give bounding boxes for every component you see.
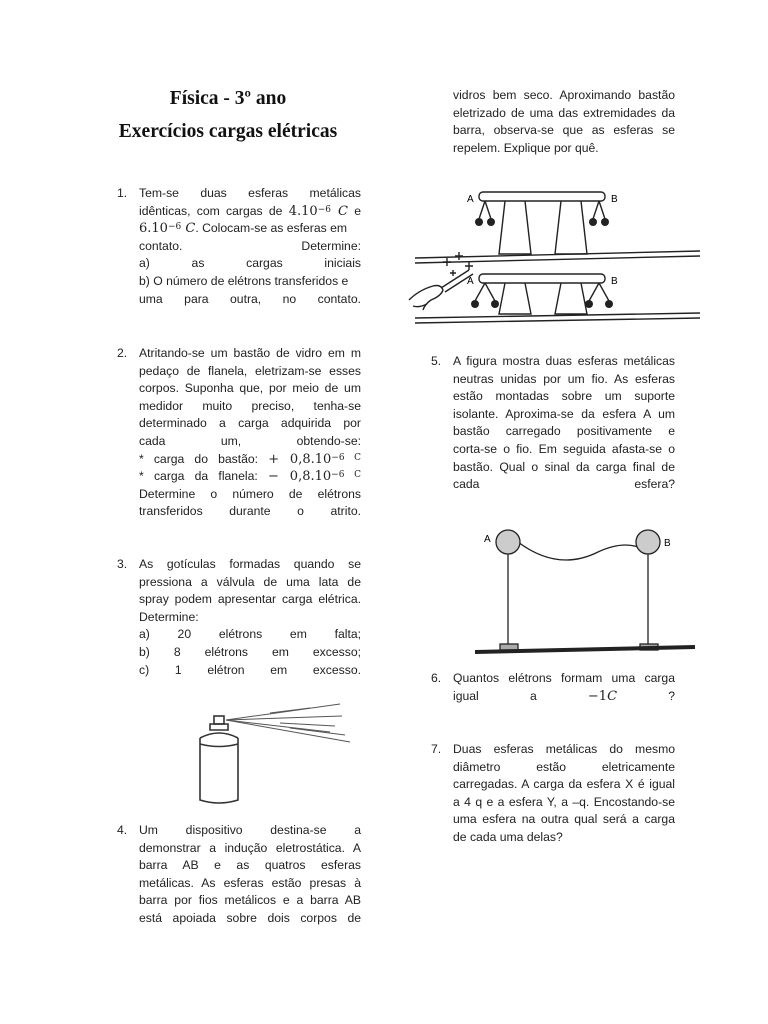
- option-c: c) 1 elétron em excesso.: [139, 662, 361, 677]
- question-line: corpos. Suponha que, por meio de um: [139, 381, 361, 396]
- part-b: b) O número de elétrons transferidos e: [139, 273, 349, 288]
- question-number: 5.: [431, 354, 442, 368]
- question-line: transferidos durante o atrito.: [139, 504, 361, 519]
- question-line: estão montadas sobre um suporte: [453, 389, 675, 404]
- cloth-charge-value: − $0,8.10^{-6 C}$: [267, 469, 361, 485]
- question-line: Determine o número de elétrons: [139, 486, 361, 501]
- spray-can-figure: [190, 698, 355, 808]
- question-line: cada um, obtendo-se:: [139, 433, 361, 448]
- question-line: barra por fios metálicos e a barra AB: [139, 893, 361, 908]
- question-line: Tem-se duas esferas metálicas: [139, 186, 361, 200]
- question-line: de cada uma delas?: [453, 829, 563, 844]
- question-number: 6.: [431, 671, 442, 685]
- question-line: está apoiada sobre dois corpos de: [139, 910, 361, 925]
- question-line: barra, observa-se que as esferas se: [453, 123, 675, 138]
- question-line: carregadas. A carga da esfera X é igual: [453, 777, 675, 792]
- option-b: b) 8 elétrons em excesso;: [139, 644, 361, 659]
- question-number: 2.: [117, 346, 128, 360]
- question-line: cada esfera?: [453, 477, 675, 492]
- question-number: 1.: [117, 186, 128, 200]
- label-a-top: A: [467, 194, 474, 205]
- part-b-cont: uma para outra, no contato.: [139, 291, 361, 306]
- question-number: 3.: [117, 557, 128, 571]
- question-line: neutras unidas por um fio. As esferas: [453, 371, 675, 386]
- question-line: a 4 q e a esfera Y, a –q. Encostando-se: [453, 794, 675, 809]
- label-a: A: [484, 534, 491, 545]
- question-line: spray podem apresentar carga elétrica.: [139, 592, 361, 607]
- question-line: diâmetro estão eletricamente: [453, 759, 675, 774]
- question-line: vidros bem seco. Aproximando bastão: [453, 88, 675, 102]
- option-a: a) 20 elétrons em falta;: [139, 627, 361, 642]
- question-1: [117, 185, 362, 308]
- question-line: barra AB e as quatros esferas: [139, 858, 361, 873]
- question-line: Duas esferas metálicas do mesmo: [453, 742, 675, 756]
- question-line: medidor muito preciso, tenha-se: [139, 398, 361, 413]
- question-line: determinado a carga adquirida por: [139, 416, 361, 431]
- charge-b: $6.10^{-6}$ C: [139, 221, 196, 237]
- question-line: pedaço de flanela, eletrizam-se esses: [139, 363, 361, 378]
- question-line: pressiona a válvula de uma lata de: [139, 574, 361, 589]
- induction-device-figure: [405, 182, 705, 330]
- question-6: [431, 670, 675, 705]
- question-line: corta-se o fio. Em seguida afasta-se o: [453, 441, 675, 456]
- question-line: demonstrar a indução eletrostática. A: [139, 840, 361, 855]
- charge-value: −1C: [587, 688, 618, 704]
- charge-a: $4.10^{-6}$ C: [288, 203, 348, 219]
- question-line: A figura mostra duas esferas metálicas: [453, 354, 675, 368]
- question-line: Quantos elétrons formam uma carga: [453, 671, 675, 685]
- question-5: [431, 353, 675, 494]
- question-line: As gotículas formadas quando se: [139, 557, 361, 571]
- question-line: uma esfera na outra qual será a carga: [453, 812, 675, 827]
- question-line: Um dispositivo destina-se a: [139, 823, 361, 837]
- label-a-bottom: A: [467, 276, 474, 287]
- page-title: Física - 3º ano: [169, 88, 287, 109]
- question-number: 7.: [431, 742, 442, 756]
- question-line: Atritando-se um bastão de vidro em m: [139, 346, 361, 360]
- page-subtitle: Exercícios cargas elétricas: [118, 121, 338, 142]
- question-line: Determine:: [139, 609, 199, 624]
- question-4: [117, 822, 361, 928]
- label-b-bottom: B: [611, 276, 618, 287]
- two-spheres-figure: [470, 520, 700, 665]
- contact-line: contato. Determine:: [139, 238, 361, 253]
- label-b: B: [664, 538, 671, 549]
- question-line: metálicas. As esferas estão presas à: [139, 875, 361, 890]
- question-line: repelem. Explique por quê.: [453, 140, 599, 155]
- question-line: eletrizado de uma das extremidades da: [453, 105, 675, 120]
- charge-b-line: $6.10^{-6}$ C. Colocam-se as esferas em: [139, 221, 348, 237]
- question-line: bastão carregado positivamente e: [453, 424, 675, 439]
- question-3: [117, 556, 361, 679]
- question-line: isolante. Aproxima-se da esfera A um: [453, 406, 675, 421]
- part-a: a) as cargas iniciais: [139, 256, 361, 271]
- cloth-charge-line: * carga da flanela: − $0,8.10^{-6 C}$: [139, 469, 361, 485]
- question-line: bastão. Qual o sinal da carga final de: [453, 459, 675, 474]
- rod-charge-value: + $0,8.10^{-6 C}$: [268, 451, 362, 467]
- question-7: [431, 741, 675, 847]
- charges-line: idênticas, com cargas de $4.10^{-6}$ C e: [139, 203, 362, 219]
- label-b-top: B: [611, 194, 618, 205]
- question-2: [117, 345, 362, 521]
- question-number: 4.: [117, 823, 128, 837]
- question-line: igual a −1C ?: [453, 688, 675, 704]
- question-4-continued: [453, 87, 675, 157]
- rod-charge-line: * carga do bastão: + $0,8.10^{-6 C}$: [139, 451, 362, 467]
